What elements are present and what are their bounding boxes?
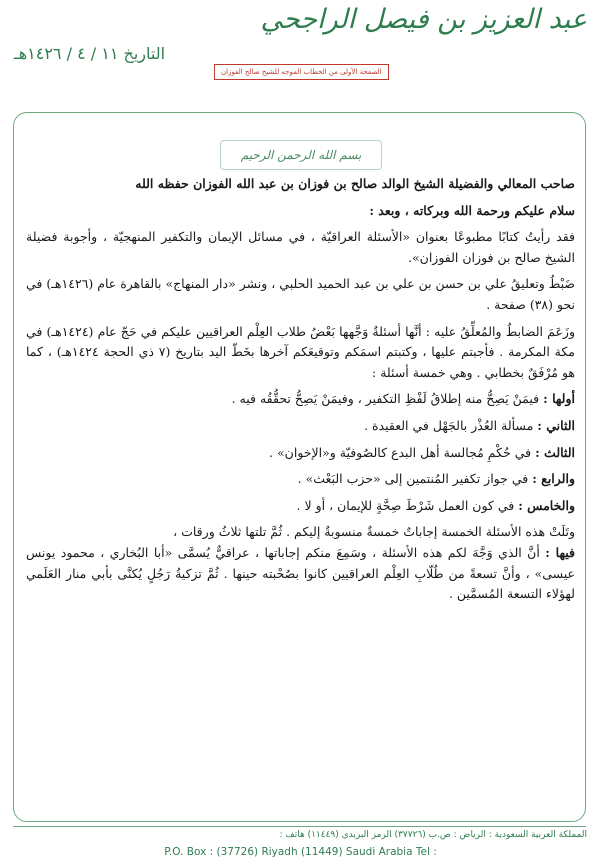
question-4-label: والرابع : <box>532 471 575 487</box>
addressee-line: صاحب المعالي والفضيلة الشيخ الوالد صالح بن فوزان بن عبد الله الفوزان حفظه الله <box>135 176 575 191</box>
question-3 <box>26 443 575 464</box>
question-5-label: والخامس : <box>518 497 575 513</box>
question-1-label: أولها : <box>543 391 575 407</box>
paragraph-5-text: أنَّ الذي وَجَّهَ لكم هذه الأسئلة ، وسَمِعَ منكم إجاباتها ، عراقيٌّ يُسمَّى «أبا البُخاري ، محمود يونس عيسى» ، وأنَّ تسعةً من طُلّابِ العِلْم العراقيين كانوا بصُحْبته حينها . ثُمَّ تزكيةُ رَجُلٍ يُكنَّى بأبي منار العَلَمي لهؤلاء التسعة المُسمَّين . <box>26 544 575 602</box>
letter-body <box>26 174 575 605</box>
paragraph-2: ضَبْطُ وتعليقُ علي بن حسن بن علي بن عبد الحميد الحلبي ، ونشر «دار المنهاج» بالقاهرة عام (١٤٢٦هـ) في نحو (٣٨) صفحة . <box>26 276 575 312</box>
question-3-text: في حُكْمِ مُجالسة أهل البدع كالصُوفيّة و«الإخوان» . <box>269 444 536 460</box>
paragraph-5-label: فيها : <box>545 544 575 560</box>
greeting-line: سلام عليكم ورحمة الله وبركاته ، وبعد : <box>369 202 575 218</box>
letterhead-name: عبد العزيز بن فيصل الراجحي <box>260 4 587 35</box>
paragraph-3: وزَعَمَ الضابطُ والمُعلِّقُ عليه : أنَّها أسئلةٌ وَجَّهها بَعْضُ طلاب العِلْم العراقيين عليكم في حَجّ عام (١٤٢٤هـ) في مكة المكرمة . فأجبتم عليها ، وكتبتم اسمَكم وتوقيعَكم آخرها بخَطّ اليد بتاريخ (٧ ذي الحجة ١٤٢٤هـ) ، كما هو مُرْفَقٌ بخطابي . وهي خمسة أسئلة : <box>26 323 575 380</box>
question-1 <box>26 389 575 410</box>
question-2-label: الثاني : <box>537 417 575 433</box>
paragraph-5 <box>26 543 575 605</box>
footer-address-english: P.O. Box : (37726) Riyadh (11449) Saudi Arabia Tel : <box>164 846 437 858</box>
paragraph-1: فقد رأيتُ كتابًا مطبوعًا بعنوان «الأسئلة العراقيّة ، في مسائل الإيمان والتكفير المنهجيّة ، وأجوبة فضيلة الشيخ صالح بن فوزان الفوزان». <box>26 229 575 265</box>
question-1-text: فيمَنْ يَصِحُّ منه إطلاقُ لَفْظِ التكفير ، وفيمَنْ يَصِحُّ تحقُّقُه فيه . <box>231 391 544 407</box>
question-2-text: مسألة العُذْر بالجَهْل في العقيدة . <box>364 417 538 433</box>
question-4-text: في جواز تكفير المُنتمين إلى «حزب البَعْث» . <box>297 471 533 487</box>
question-2 <box>26 416 575 437</box>
question-3-label: الثالث : <box>535 444 575 460</box>
question-5-text: في كون العمل شَرْطَ صِحَّةٍ للإيمان ، أو لا . <box>296 497 519 513</box>
paragraph-4: وتَلَتْ هذه الأسئلة الخمسة إجاباتٌ خمسةٌ منسوبةٌ إليكم . ثُمَّ تلتها ثلاثُ ورقات ، <box>173 524 575 540</box>
letter-date: التاريخ ١١ / ٤ / ١٤٢٦هـ <box>14 44 166 63</box>
footer-divider <box>13 826 586 827</box>
page-note-stamp: الصفحة الأولى من الخطاب الموجه للشيخ صالح الفوزان <box>214 64 389 80</box>
question-5 <box>26 496 575 517</box>
basmala-calligraphy: بسم الله الرحمن الرحيم <box>220 140 382 170</box>
footer-address-arabic: المملكة العربية السعودية : الرياض : ص.ب (٣٧٧٢٦) الرمز البريدي (١١٤٤٩) هاتف : <box>279 830 587 840</box>
question-4 <box>26 469 575 490</box>
